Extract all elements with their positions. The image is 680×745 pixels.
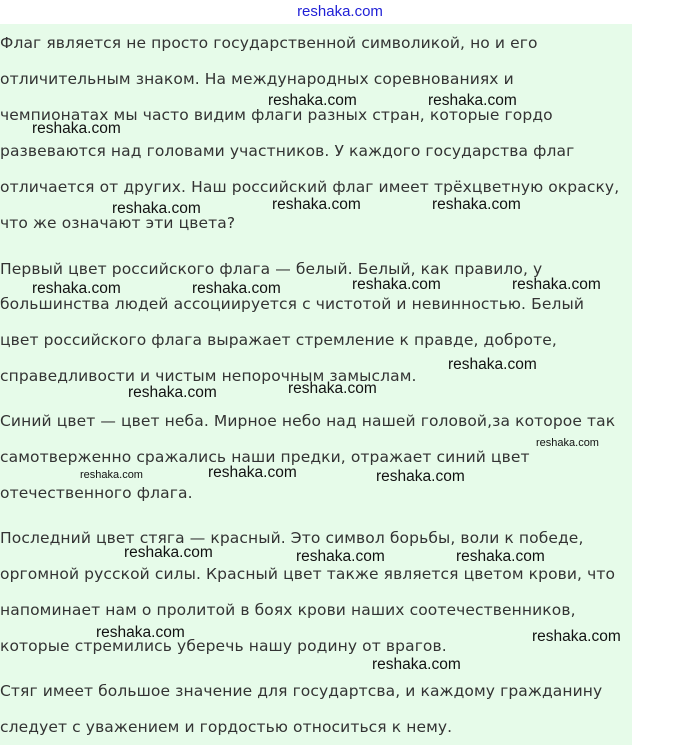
watermark: reshaka.com bbox=[432, 196, 521, 213]
watermark: reshaka.com bbox=[80, 469, 143, 481]
watermark: reshaka.com bbox=[448, 356, 537, 373]
watermark: reshaka.com bbox=[296, 548, 385, 565]
essay-line: следует с уважением и гордостью относиться к нему. bbox=[0, 718, 453, 736]
site-link[interactable]: reshaka.com bbox=[297, 3, 383, 20]
site-header bbox=[0, 0, 680, 24]
watermark: reshaka.com bbox=[532, 628, 621, 645]
essay-line: Последний цвет стяга — красный. Это символ борьбы, воли к победе, bbox=[0, 529, 584, 547]
essay-line: Первый цвет российского флага — белый. Белый, как правило, у bbox=[0, 260, 543, 278]
essay-line: что же означают эти цвета? bbox=[0, 214, 236, 232]
watermark: reshaka.com bbox=[128, 384, 217, 401]
essay-line: отличительным знаком. На международных соревнованиях и bbox=[0, 70, 514, 88]
watermark: reshaka.com bbox=[512, 276, 601, 293]
essay-line: справедливости и чистым непорочным замыслам. bbox=[0, 367, 417, 385]
watermark: reshaka.com bbox=[112, 200, 201, 217]
essay-line: цвет российского флага выражает стремление к правде, доброте, bbox=[0, 331, 557, 349]
watermark: reshaka.com bbox=[536, 437, 599, 449]
essay-line: большинства людей ассоциируется с чистотой и невинностью. Белый bbox=[0, 295, 584, 313]
essay-line: Синий цвет — цвет неба. Мирное небо над нашей головой,за которое так bbox=[0, 412, 616, 430]
watermark: reshaka.com bbox=[124, 544, 213, 561]
essay-line: которые стремились уберечь нашу родину от врагов. bbox=[0, 637, 447, 655]
watermark: reshaka.com bbox=[352, 276, 441, 293]
watermark: reshaka.com bbox=[208, 464, 297, 481]
watermark: reshaka.com bbox=[376, 468, 465, 485]
watermark: reshaka.com bbox=[272, 196, 361, 213]
watermark: reshaka.com bbox=[268, 92, 357, 109]
watermark: reshaka.com bbox=[428, 92, 517, 109]
watermark: reshaka.com bbox=[288, 380, 377, 397]
watermark: reshaka.com bbox=[32, 120, 121, 137]
essay-line: отечественного флага. bbox=[0, 484, 193, 502]
watermark: reshaka.com bbox=[32, 280, 121, 297]
essay-line: самотверженно сражались наши предки, отражает синий цвет bbox=[0, 448, 530, 466]
essay-line: Флаг является не просто государственной символикой, но и его bbox=[0, 34, 538, 52]
essay-line: отличается от других. Наш российский флаг имеет трёхцветную окраску, bbox=[0, 178, 620, 196]
essay-line: чемпионатах мы часто видим флаги разных стран, которые гордо bbox=[0, 106, 553, 124]
essay-line: оргомной русской силы. Красный цвет также является цветом крови, что bbox=[0, 565, 616, 583]
essay-line: развеваются над головами участников. У каждого государства флаг bbox=[0, 142, 575, 160]
watermark: reshaka.com bbox=[192, 280, 281, 297]
watermark: reshaka.com bbox=[456, 548, 545, 565]
watermark: reshaka.com bbox=[96, 624, 185, 641]
watermark: reshaka.com bbox=[372, 656, 461, 673]
essay-line: напоминает нам о пролитой в боях крови наших соотечественников, bbox=[0, 601, 576, 619]
essay-line: Стяг имеет большое значение для государтсва, и каждому гражданину bbox=[0, 682, 603, 700]
